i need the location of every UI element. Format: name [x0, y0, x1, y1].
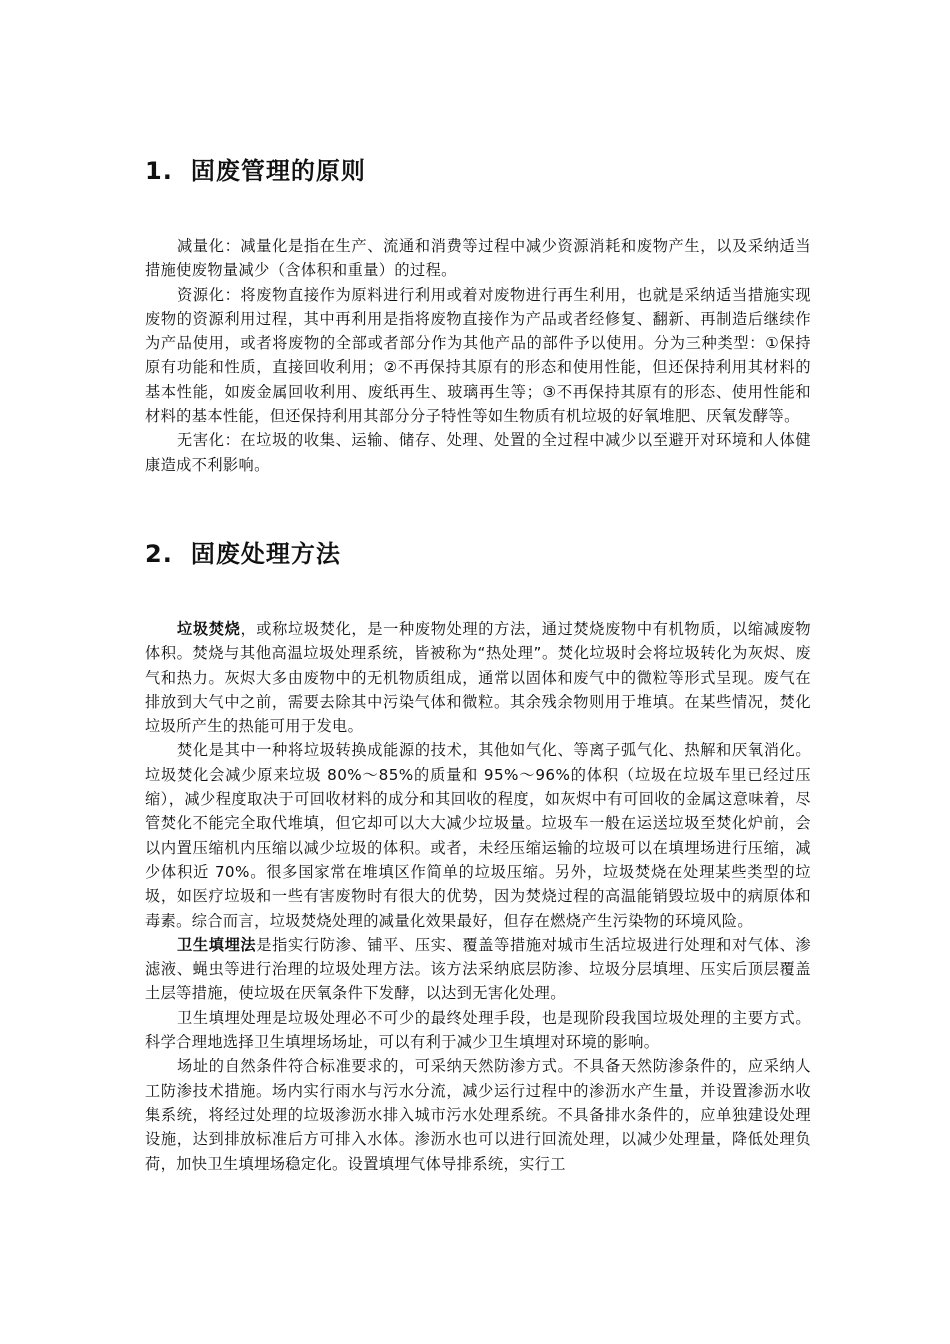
paragraph-landfill-site: 场址的自然条件符合标准要求的，可采纳天然防渗方式。不具备天然防渗条件的，应采纳人工防渗技术措施。场内实行雨水与污水分流，减少运行过程中的渗沥水产生量，并设置渗沥水收集系统，将经过处理的垃圾渗沥水排入城市污水处理系统。不具备排水条件的，应单独建设处理设施，达到排放标准后方可排入水体。渗沥水也可以进行回流处理，以减少处理量，降低处理负荷，加快卫生填埋场稳定化。设置填埋气体导排系统，实行工 [145, 1057, 811, 1173]
section-1-title: 固废管理的原则 [190, 157, 366, 185]
section-2-body [145, 617, 811, 1176]
paragraph-incineration: 垃圾焚烧，或称垃圾焚化，是一种废物处理的方法，通过焚烧废物中有机物质，以缩减废物体积。焚烧与其他高温垃圾处理系统，皆被称为“热处理”。焚化垃圾时会将垃圾转化为灰烬、废气和热力。灰烬大多由废物中的无机物质组成，通常以固体和废气中的微粒等形式呈现。废气在排放到大气中之前，需要去除其中污染气体和微粒。其余残余物则用于堆填。在某些情况，焚化垃圾所产生的热能可用于发电。 [145, 620, 811, 736]
section-1-body [145, 234, 811, 477]
paragraph-incineration-energy: 焚化是其中一种将垃圾转换成能源的技术，其他如气化、等离子弧气化、热解和厌氧消化。垃圾焚化会减少原来垃圾 80%～85%的质量和 95%～96%的体积（垃圾在垃圾车里已经过压缩），减少程度取决于可回收材料的成分和其回收的程度，如灰烬中有可回收的金属这意味着，尽管焚化不能完全取代堆填，但它却可以大大减少垃圾量。垃圾车一般在运送垃圾至焚化炉前，会以内置压缩机内压缩以减少垃圾的体积。或者，未经压缩运输的垃圾可以在填埋场进行压缩，减少体积近 70%。很多国家常在堆填区作简单的垃圾压缩。另外，垃圾焚烧在处理某些类型的垃圾，如医疗垃圾和一些有害废物时有很大的优势，因为焚烧过程的高温能销毁垃圾中的病原体和毒素。综合而言，垃圾焚烧处理的减量化效果最好，但存在燃烧产生污染物的环境风险。 [145, 741, 811, 930]
section-2-heading [145, 538, 341, 570]
paragraph-harmless: 无害化：在垃圾的收集、运输、储存、处理、处置的全过程中减少以至避开对环境和人体健康造成不利影响。 [145, 431, 811, 474]
paragraph-landfill-role: 卫生填埋处理是垃圾处理必不可少的最终处理手段，也是现阶段我国垃圾处理的主要方式。科学合理地选择卫生填埋场场址，可以有利于减少卫生填埋对环境的影响。 [145, 1008, 811, 1052]
section-2-number: 2. [145, 540, 173, 568]
section-2-title: 固废处理方法 [190, 540, 341, 568]
section-1-number: 1. [145, 157, 173, 185]
term-sanitary-landfill: 卫生填埋法 [177, 935, 257, 954]
paragraph-resource: 资源化：将废物直接作为原料进行利用或着对废物进行再生利用，也就是采纳适当措施实现废物的资源利用过程，其中再利用是指将废物直接作为产品或者经修复、翻新、再制造后继续作为产品使用，或者将废物的全部或者部分作为其他产品的部件予以使用。分为三种类型：①保持原有功能和性质，直接回收利用；②不再保持其原有的形态和使用性能，但还保持利用其材料的基本性能，如废金属回收利用、废纸再生、玻璃再生等；③不再保持其原有的形态、使用性能和材料的基本性能，但还保持利用其部分分子特性等如生物质有机垃圾的好氧堆肥、厌氧发酵等。 [145, 285, 811, 426]
term-incineration: 垃圾焚烧 [177, 620, 241, 638]
paragraph-reduction: 减量化：减量化是指在生产、流通和消费等过程中减少资源消耗和废物产生，以及采纳适当措施使废物量减少（含体积和重量）的过程。 [145, 237, 811, 280]
section-1-heading [145, 155, 366, 187]
paragraph-landfill: 卫生填埋法是指实行防渗、铺平、压实、覆盖等措施对城市生活垃圾进行处理和对气体、渗滤液、蝇虫等进行治理的垃圾处理方法。该方法采纳底层防渗、垃圾分层填埋、压实后顶层覆盖土层等措施，使垃圾在厌氧条件下发酵，以达到无害化处理。 [145, 935, 812, 1003]
